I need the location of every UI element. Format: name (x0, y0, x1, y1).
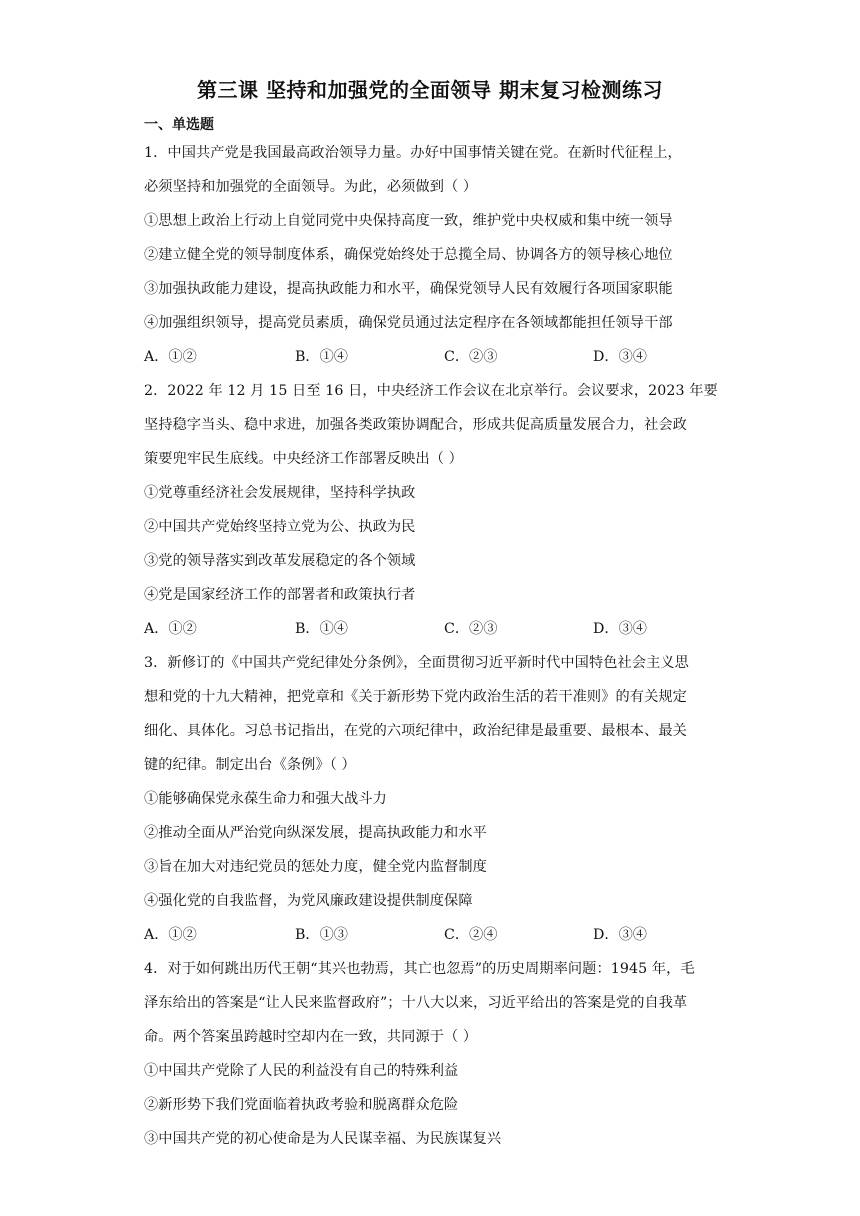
option-d[interactable]: D．③④ (593, 927, 647, 943)
question-4 (144, 952, 724, 1156)
question-stem-line: 键的纪律。制定出台《条例》（ ） (144, 757, 356, 773)
answer-options (144, 918, 724, 952)
question-stem-line: 泽东给出的答案是“让人民来监督政府”；十八大以来，习近平给出的答案是党的自我革 (144, 995, 688, 1011)
statement-4: ④强化党的自我监督，为党风廉政建设提供制度保障 (144, 893, 473, 909)
option-c[interactable]: C．②③ (444, 349, 498, 365)
option-b[interactable]: B．①③ (295, 927, 348, 943)
statement-2: ②新形势下我们党面临着执政考验和脱离群众危险 (144, 1097, 459, 1113)
question-stem-line: 必须坚持和加强党的全面领导。为此，必须做到（ ） (144, 179, 478, 195)
question-2 (144, 374, 724, 646)
statement-1: ①党尊重经济社会发展规律，坚持科学执政 (144, 485, 416, 501)
statement-1: ①能够确保党永葆生命力和强大战斗力 (144, 791, 387, 807)
question-stem-line: 3．新修订的《中国共产党纪律处分条例》，全面贯彻习近平新时代中国特色社会主义思 (144, 655, 689, 671)
statement-1: ①中国共产党除了人民的利益没有自己的特殊利益 (144, 1063, 459, 1079)
statement-1: ①思想上政治上行动上自觉同党中央保持高度一致，维护党中央权威和集中统一领导 (144, 213, 673, 229)
option-a[interactable]: A．①② (144, 621, 197, 637)
question-stem-line: 坚持稳字当头、稳中求进，加强各类政策协调配合，形成共促高质量发展合力，社会政 (144, 417, 687, 433)
question-list (144, 136, 724, 1156)
question-stem-line: 策要兜牢民生底线。中央经济工作部署反映出（ ） (144, 451, 463, 467)
statement-4: ④加强组织领导，提高党员素质，确保党员通过法定程序在各领域都能担任领导干部 (144, 315, 673, 331)
option-c[interactable]: C．②④ (444, 927, 498, 943)
question-stem-line: 细化、具体化。习总书记指出，在党的六项纪律中，政治纪律是最重要、最根本、最关 (144, 723, 687, 739)
statement-3: ③加强执政能力建设，提高执政能力和水平，确保党领导人民有效履行各项国家职能 (144, 281, 673, 297)
answer-options (144, 612, 724, 646)
question-1 (144, 136, 724, 374)
statement-2: ②推动全面从严治党向纵深发展，提高执政能力和水平 (144, 825, 487, 841)
statement-3: ③党的领导落实到改革发展稳定的各个领域 (144, 553, 416, 569)
option-b[interactable]: B．①④ (295, 621, 348, 637)
question-stem-line: 想和党的十九大精神，把党章和《关于新形势下党内政治生活的若干准则》的有关规定 (144, 689, 687, 705)
option-d[interactable]: D．③④ (593, 621, 647, 637)
option-a[interactable]: A．①② (144, 927, 197, 943)
question-stem-line: 2．2022 年 12 月 15 日至 16 日，中央经济工作会议在北京举行。会议要求，2023 年要 (144, 383, 718, 399)
question-stem-line: 1．中国共产党是我国最高政治领导力量。办好中国事情关键在党。在新时代征程上， (144, 145, 682, 161)
statement-4: ④党是国家经济工作的部署者和政策执行者 (144, 587, 416, 603)
question-3 (144, 646, 724, 952)
option-a[interactable]: A．①② (144, 349, 197, 365)
statement-2: ②建立健全党的领导制度体系，确保党始终处于总揽全局、协调各方的领导核心地位 (144, 247, 673, 263)
option-d[interactable]: D．③④ (593, 349, 647, 365)
answer-options (144, 340, 724, 374)
document-title: 第三课 坚持和加强党的全面领导 期末复习检测练习 (197, 78, 663, 102)
question-stem-line: 命。两个答案虽跨越时空却内在一致，共同源于（ ） (144, 1029, 478, 1045)
statement-2: ②中国共产党始终坚持立党为公、执政为民 (144, 519, 416, 535)
option-b[interactable]: B．①④ (295, 349, 348, 365)
option-c[interactable]: C．②③ (444, 621, 498, 637)
question-stem-line: 4．对于如何跳出历代王朝“其兴也勃焉，其亡也忽焉”的历史周期率问题：1945 年，毛 (144, 961, 695, 977)
section-heading: 一、单选题 (144, 117, 214, 133)
statement-3: ③旨在加大对违纪党员的惩处力度，健全党内监督制度 (144, 859, 487, 875)
statement-3: ③中国共产党的初心使命是为人民谋幸福、为民族谋复兴 (144, 1131, 502, 1147)
